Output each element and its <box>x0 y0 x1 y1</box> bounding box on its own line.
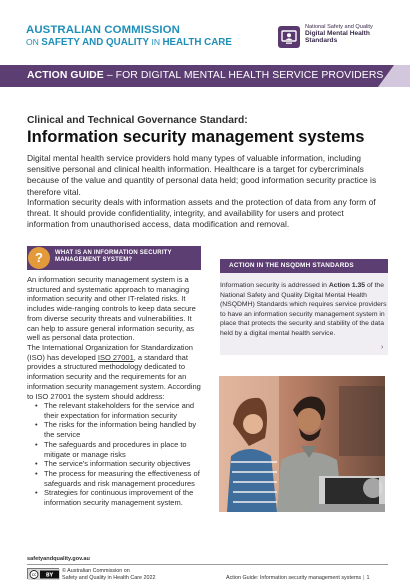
standard-pretitle: Clinical and Technical Governance Standard: <box>27 115 248 126</box>
org-name-line1: AUSTRALIAN COMMISSION <box>26 24 180 36</box>
footer-divider <box>27 564 388 565</box>
standards-text: National Safety and Quality Digital Mental Health Standards <box>305 24 373 44</box>
what-is-paragraph-1: An information security management system is a structured and systematic approach to managing information security and other IT-related risks. It includes wide-ranging controls to keep data secure from diverse security threats and vulnerabilities. It can help to assure general information security, as well as personal data protection. <box>27 275 196 343</box>
iso-27001-link[interactable]: ISO 27001 <box>97 352 134 362</box>
nsqdmh-standards-logo <box>278 25 390 55</box>
standards-icon <box>278 26 300 48</box>
page-number: 1 <box>366 575 370 581</box>
footer-url: safetyandquality.gov.au <box>27 556 90 562</box>
what-is-heading-box <box>27 246 201 270</box>
org-name-line2: ON SAFETY AND QUALITY IN HEALTH CARE <box>26 37 232 49</box>
page-title: Information security management systems <box>27 127 365 146</box>
chevron-right-icon: › <box>381 344 384 351</box>
what-is-section <box>27 246 201 508</box>
list-item: • The service's information security objectives <box>35 459 207 469</box>
footer-doc-title: Action Guide: Information security management systems | 1 <box>226 575 370 581</box>
banner-label: ACTION GUIDE – FOR DIGITAL MENTAL HEALTH SERVICE PROVIDERS <box>27 70 384 81</box>
action-guide-banner <box>0 65 410 87</box>
list-item: • The safeguards and procedures in place to mitigate or manage risks <box>35 440 207 459</box>
copyright-notice: © Australian Commission on Safety and Quality in Health Care 2022 <box>62 568 156 581</box>
cc-by-license-icon <box>27 568 59 579</box>
intro-paragraph-1: Digital mental health service providers hold many types of valuable information, including sensitive personal and clinical health information. Healthcare is a target for cybercriminals because of the value and quantity of personal data held; good information security practice is therefore vital. <box>27 153 377 197</box>
cc-by-label: BY <box>45 572 54 579</box>
footer-separator: | <box>363 575 365 581</box>
intro-paragraph-2: Information security deals with information assets and the protection of data from any form of threat. It should provide confidentiality, integrity, and availability for users and protect information from unauthorised access, data modification and removal. <box>27 197 376 230</box>
what-is-paragraph-2: The International Organization for Standardization (ISO) has developed ISO 27001, a standard that provides a structured methodology dedicated to information security and the requirements for an information security management system. According to ISO 27001 the system should address: <box>27 343 201 401</box>
list-item: • Strategies for continuous improvement of the information security management system. <box>35 488 207 507</box>
what-is-heading: WHAT IS AN INFORMATION SECURITY MANAGEMENT SYSTEM? <box>55 250 172 264</box>
acsqhc-logo <box>26 25 232 48</box>
action-callout-body: Information security is addressed in Action 1.35 of the National Safety and Quality Digital Mental Health (NSQDMH) Standards which requires service providers to have an information security management system in place that protects the security and stability of the data held by a digital mental health service. <box>220 282 387 337</box>
question-icon: ? <box>28 247 50 269</box>
list-item: • The risks for the information being handled by the service <box>35 420 207 439</box>
action-callout-header: ACTION IN THE NSQDMH STANDARDS <box>220 259 388 273</box>
iso-requirements-list <box>35 401 207 508</box>
list-item: • The relevant stakeholders for the service and their expectation for information security <box>35 401 207 420</box>
list-item: • The process for measuring the effectiveness of safeguards and risk management procedures <box>35 469 207 488</box>
svg-text:cc: cc <box>31 572 37 578</box>
action-callout-box <box>220 259 388 355</box>
photo-people-at-laptop <box>219 376 385 512</box>
page-header <box>0 0 410 62</box>
